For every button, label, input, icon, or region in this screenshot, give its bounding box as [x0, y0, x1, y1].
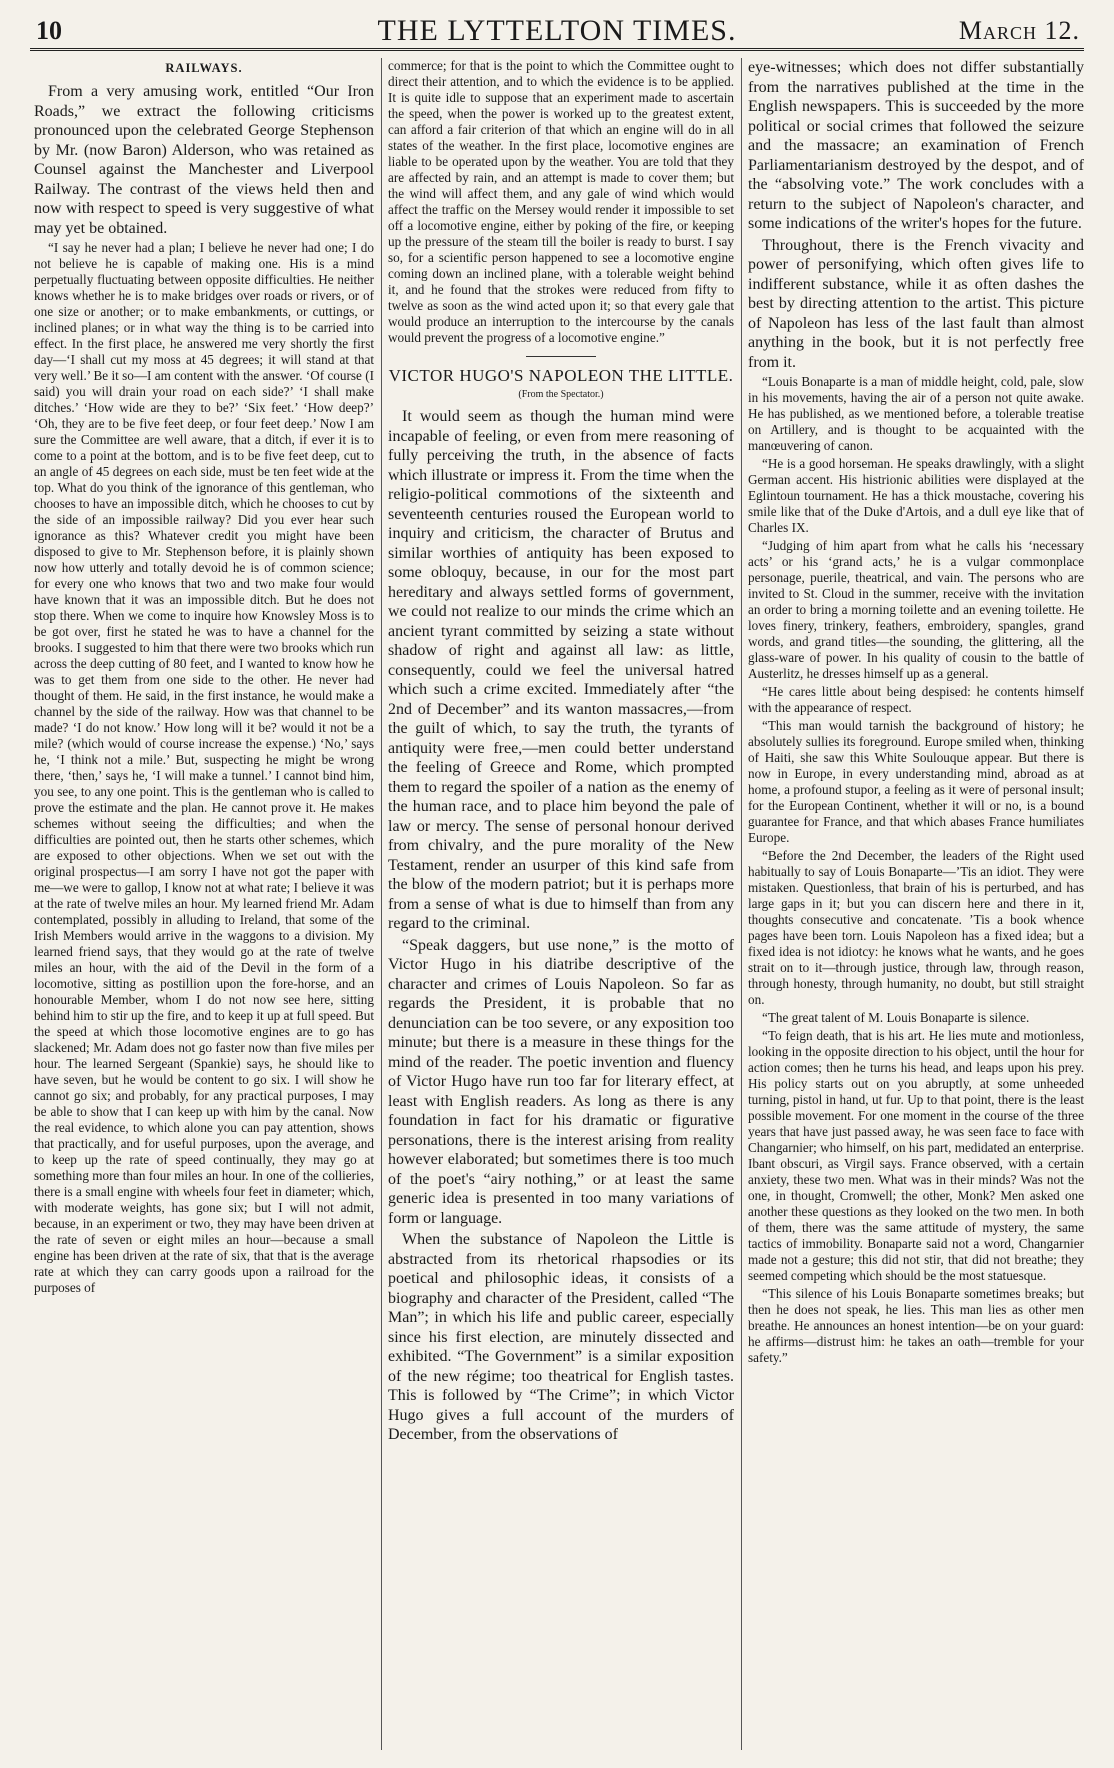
column-3: [748, 58, 1084, 1750]
article-heading-napoleon: VICTOR HUGO'S NAPOLEON THE LITTLE.: [388, 366, 734, 385]
article-divider: [526, 356, 596, 357]
masthead: [30, 14, 1084, 51]
column-rule: [741, 58, 742, 1750]
article-paragraph: “Louis Bonaparte is a man of middle height, cold, pale, slow in his movements, having the air of a person not quite awake. He has published, as we mentioned before, a tolerable treatise on Artillery, and is thought to be acquainted with the manœuvering of canon.: [748, 374, 1084, 453]
newspaper-title: THE LYTTELTON TIMES.: [377, 14, 737, 47]
article-paragraph: commerce; for that is the point to which the Committee ought to direct their attention, and to which the evidence is to be applied. It is quite idle to suppose that an experiment made to ascertain the speed, when the power is worked up to the greatest extent, can afford a fair criterion of that which an engine will do in all states of the weather. In the first place, locomotive engines are liable to be operated upon by the weather. You are told that they are affected by rain, and an attempt is made to cover them; but the wind will affect them, and any gale of wind which would affect the traffic on the Mersey would render it impossible to set off a locomotive engine, either by poking of the fire, or keeping up the pressure of the steam till the boiler is ready to burst. I say so, for a scientific person happened to see a locomotive engine coming down an inclined plane, with a tolerable weight behind it, and he found that the strokes were reduced from fifty to twelve as soon as the wind acted upon it; so that every gale that would produce an interruption to the intercourse by the canals would prevent the progress of a locomotive engine.”: [388, 58, 734, 345]
article-paragraph: “Judging of him apart from what he calls his ‘necessary acts’ or his ‘grand acts,’ he is a vulgar commonplace personage, puerile, theatrical, and vain. The persons who are invited to St. Cloud in the summer, receive with the invitation an order to bring a morning toilette and an evening toilette. He loves finery, trinkery, feathers, embroidery, spangles, grand words, and grand titles—the sounding, the glittering, all the glass-ware of power. In his quality of cousin to the battle of Austerlitz, he dresses himself up as a general.: [748, 538, 1084, 681]
article-paragraph: “He is a good horseman. He speaks drawlingly, with a slight German accent. His histrionic abilities were displayed at the Eglintoun tournament. He has a thick moustache, covering his smile like that of the Duke d'Artois, and a dull eye like that of Charles IX.: [748, 456, 1084, 535]
article-intro: From a very amusing work, entitled “Our Iron Roads,” we extract the following criticisms pronounced upon the celebrated George Stephenson by Mr. (now Baron) Alderson, who was retained as Counsel against the Manchester and Liverpool Railway. The contrast of the views held then and now with respect to speed is very suggestive of what may yet be obtained.: [34, 83, 374, 237]
article-paragraph: “The great talent of M. Louis Bonaparte is silence.: [762, 1010, 1030, 1025]
article-paragraph: “To feign death, that is his art. He lies mute and motionless, looking in the opposite direction to his object, until the hour for action comes; then he turns his head, and leaps upon his prey. His policy starts out on you abruptly, at some unheeded turning, pistol in hand, ut fur. Up to that point, there is the least possible movement. For one moment in the course of the three years that have just passed away, he was seen face to face with Changarnier; who himself, on his part, medidated an enterprise. Ibant obscuri, as Virgil says. France observed, with a certain anxiety, these two men. What was in their minds? Was not the one, in thought, Cromwell; the other, Monk? Men asked one another these questions as they looked on the two men. In both of them, there was the same attitude of mystery, the same tactics of immobility. Bonaparte said not a word, Changarnier made not a gesture; this did not stir, that did not breathe; they seemed competing which should be the most statuesque.: [748, 1028, 1084, 1283]
article-paragraph: “Before the 2nd December, the leaders of the Right used habitually to say of Louis Bonaparte—’Tis an idiot. They were mistaken. Questionless, that brain of his is perturbed, and has large gaps in it; but you can discern here and there in it, thoughts consecutive and concatenate. ’Tis a book whence pages have been torn. Louis Napoleon has a fixed idea; but a fixed idea is not idiotcy: he knows what he wants, and he goes strait on to it—through justice, through law, through reason, through honesty, through humanity, no doubt, but still straight on.: [748, 848, 1084, 1007]
article-paragraph: “This silence of his Louis Bonaparte sometimes breaks; but then he does not speak, he lies. This man lies as other men breathe. He announces an honest intention—be on your guard: he affirms—distrust him: he takes an oath—tremble for your safety.”: [748, 1286, 1084, 1365]
article-paragraph: When the substance of Napoleon the Little is abstracted from its rhetorical rhapsodies or its poetical and philosophic ideas, it consists of a biography and character of the President, called “The Man”; in which his life and public career, especially since his first election, are minutely dissected and exhibited. “The Government” is a similar exposition of the new régime; too theatrical for English tastes. This is followed by “The Crime”; in which Victor Hugo gives a full account of the murders of December, from the observations of: [388, 1231, 734, 1443]
article-heading-railways: RAILWAYS.: [165, 61, 243, 75]
article-paragraph: eye-witnesses; which does not differ substantially from the narratives published at the time in the English newspapers. This is succeeded by the more political or social crimes that followed the seizure and the massacre; an examination of French Parliamentarianism destroyed by the despot, and of the “absolving vote.” The work concludes with a return to the subject of Napoleon's character, and some indications of the writer's hopes for the future.: [748, 59, 1084, 232]
article-paragraph: “Speak daggers, but use none,” is the motto of Victor Hugo in his diatribe descriptive of the character and crimes of Louis Napoleon. So far as regards the President, it is probable that no denunciation can be too severe, or any exposition too minute; but there is a measure in these things for the mind of the reader. The poetic invention and fluency of Victor Hugo have run too far for literary effect, at least with English readers. As long as there is any foundation in fact for his dramatic or figurative personations, there is the interest arising from reality however elaborated; but sometimes there is too much of the poet's “airy nothing,” or at least the same generic idea is presented in too many variations of form or language.: [388, 936, 734, 1227]
issue-date: March 12.: [958, 16, 1080, 45]
article-source: (From the Spectator.): [518, 389, 604, 400]
article-paragraph: “He cares little about being despised: he contents himself with the appearance of respect.: [748, 684, 1084, 715]
column-rule: [381, 58, 382, 1750]
article-paragraph: It would seem as though the human mind were incapable of feeling, or even from mere reasoning of fully perceiving the truth, in the absence of facts which illustrate or impress it. From the time when the religio-political commotions of the sixteenth and seventeenth centuries roused the European world to inquiry and criticism, the character of Brutus and similar worthies of antiquity has been exposed to some obloquy, because, in our for the most part hereditary and always settled forms of government, we could not realize to our minds the crime which an ancient tyrant committed by seizing a state without shadow of right and against all law: as little, consequently, could we feel the universal hatred which such a crime excited. Immediately after “the 2nd of December” and its wanton massacres,—from the guilt of which, to say the truth, the tyrants of antiquity were free,—men could better understand the feeling of Greece and Rome, which prompted them to regard the spoiler of a nation as the enemy of the human race, and to place him beyond the pale of law or mercy. The sense of personal honour derived from chivalry, and the pure morality of the New Testament, render an usurper of this kind safe from the blow of the modern patriot; but it is perhaps more from a sense of what is due to himself than from any regard to the criminal.: [388, 408, 734, 932]
article-paragraph: “This man would tarnish the background of history; he absolutely sullies its foreground. Europe smiled when, thinking of Haiti, she saw this White Soulouque appear. But there is now in Europe, in every understanding mind, abroad as at home, a profound stupor, a feeling as it were of personal insult; for the European Continent, whether it will or no, is a bound guarantee for France, and that which abases France humiliates Europe.: [748, 718, 1084, 845]
column-2: [388, 58, 734, 1750]
article-paragraph: Throughout, there is the French vivacity and power of personifying, which often gives life to indifferent substance, while it as often dashes the best by directing attention to the artist. This picture of Napoleon has less of the last fault than almost anything in the book, but it is not perfectly free from it.: [748, 236, 1084, 371]
article-paragraph: “I say he never had a plan; I believe he never had one; I do not believe he is capable of making one. His is a mind perpetually fluctuating between opposite difficulties. He neither knows whether he is to make bridges over roads or rivers, or of one size or another; or to make embankments, or cuttings, or inclined planes; or in what way the thing is to be carried into effect. In the first place, he answered me very shortly the first day—‘I shall cut my moss at 45 degrees; it will stand at that very well.’ Be it so—I am content with the answer. ‘Of course (I said) you will drain your road on each side?’ ‘I shall make ditches.’ ‘How wide are they to be?’ ‘Six feet.’ ‘How deep?’ ‘Oh, they are to be five feet deep, or four feet deep.’ Now I am sure the Committee are well aware, that a ditch, if ever it is to come to a point at the bottom, and is to be five feet deep, cut to an angle of 45 degrees on each side, must be ten feet wide at the top. What do you think of the ignorance of this gentleman, who chooses to have an impossible ditch, which he chooses to cut by the side of an impossible railway? Did you ever hear such ignorance as this? Whatever credit you might have been disposed to give to Mr. Stephenson before, it is plainly shown now how utterly and totally devoid he is of common science; for every one who knows that two and two make four would have known that it was an impossible ditch. But he does not stop there. When we come to inquire how Knowsley Moss is to be got over, first he stated he was to have a channel for the brooks. I suggested to him that there were two brooks which run across the deep cutting of 80 feet, and I wanted to know how he was to get them from one side to the other. He never had thought of them. He said, in the first instance, he would make a channel by the side of the railway. How was that channel to be made? ‘I do not know.’ How long will it be? would it not be a mile? (which would of course increase the expense.) ‘No,’ says he, ‘I think not a mile.’ But, suspecting he might be wrong there, ‘then,’ says he, ‘I will make a tunnel.’ I cannot bind him, you see, to any one point. This is the gentleman who is called to prove the estimate and the plan. He cannot prove it. He makes schemes without seeing the difficulties; and when the difficulties are pointed out, then he starts other schemes, which are exposed to other objections. When we set out with the original prospectus—I am sorry I have not got the paper with me—we were to gallop, I know not at what rate; I believe it was at the rate of twelve miles an hour. My learned friend Mr. Adam contemplated, possibly in alluding to Ireland, that some of the Irish Members would arrive in the waggons to a division. My learned friend says, that they would go at the rate of twelve miles an hour, with the aid of the Devil in the form of a locomotive, sitting as postillion upon the fore-horse, and an honourable Member, whom I do not now see here, sitting behind him to stir up the fire, and to keep it up at full speed. But the speed at which those locomotive engines are to go has slackened; Mr. Adam does not go faster now than five miles per hour. The learned Sergeant (Spankie) says, he should like to have seven, but he would be content to go six. I will show he cannot go six; and probably, for any practical purposes, I may be able to show that I can keep up with him by the canal. Now the real evidence, to which alone you can pay attention, shows that practically, and for useful purposes, upon the average, and to keep up the rate of speed continually, they may go at something more than four miles an hour. In one of the collieries, there is a small engine with wheels four feet in diameter; which, with moderate weights, has gone six; but I will not admit, because, in an experiment or two, they may have been driven at the rate of seven or eight miles an hour—because a small engine has been driven at the rate of six, that that is the average rate at which they can carry goods upon a railroad for the purposes of: [34, 240, 374, 1295]
page-number: 10: [36, 16, 62, 45]
column-1: [34, 58, 374, 1750]
